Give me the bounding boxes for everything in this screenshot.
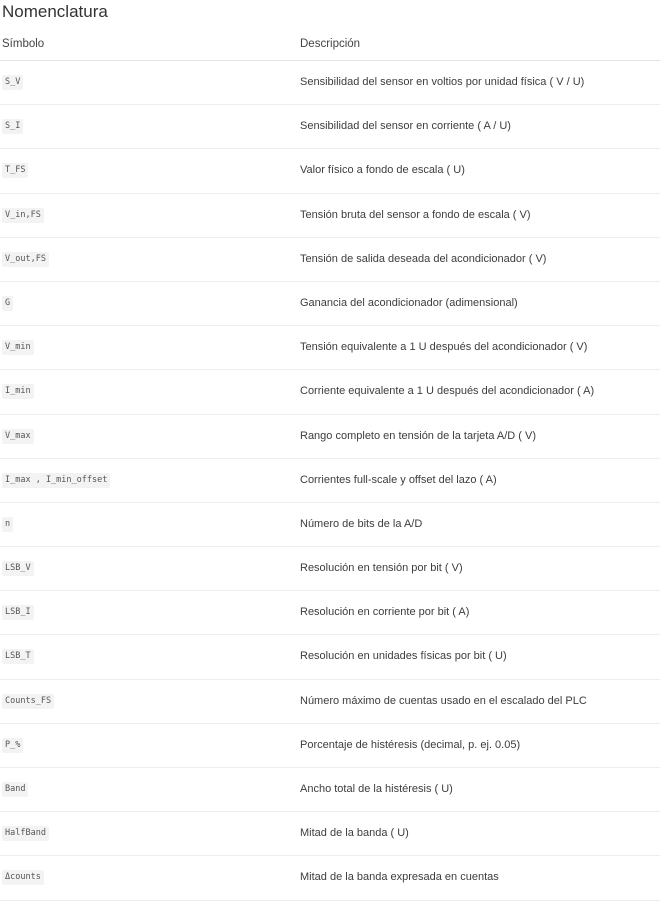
table-row bbox=[0, 812, 660, 856]
table-row bbox=[0, 326, 660, 370]
symbol-code: Counts_FS bbox=[2, 694, 54, 709]
symbol-code: I_max , I_min_offset bbox=[2, 473, 110, 488]
description-text: Sensibilidad del sensor en corriente ( A / U) bbox=[300, 120, 511, 133]
symbol-code: V_max bbox=[2, 429, 34, 444]
description-text: Rango completo en tensión de la tarjeta A/D ( V) bbox=[300, 429, 537, 442]
table-row bbox=[0, 459, 660, 503]
description-text: Ganancia del acondicionador (adimensional) bbox=[300, 296, 518, 309]
symbol-code: LSB_I bbox=[2, 605, 34, 620]
table-row bbox=[0, 149, 660, 193]
table-row bbox=[0, 503, 660, 547]
table-row bbox=[0, 61, 660, 105]
symbol-code: V_out,FS bbox=[2, 252, 49, 267]
description-text: Resolución en corriente por bit ( A) bbox=[300, 606, 470, 619]
description-text: Corriente equivalente a 1 U después del acondicionador ( A) bbox=[300, 385, 595, 398]
description-text: Tensión de salida deseada del acondicionador ( V) bbox=[300, 252, 547, 265]
table-row bbox=[0, 282, 660, 326]
table-row bbox=[0, 680, 660, 724]
symbol-code: LSB_T bbox=[2, 649, 34, 664]
symbol-code: I_min bbox=[2, 384, 34, 399]
table-row bbox=[0, 768, 660, 812]
description-column-header: Descripción bbox=[300, 38, 361, 50]
table-row bbox=[0, 194, 660, 238]
symbol-code: S_V bbox=[2, 75, 23, 90]
description-text: Tensión bruta del sensor a fondo de escala ( V) bbox=[300, 208, 531, 221]
symbol-code: G bbox=[2, 296, 13, 311]
symbol-code: T_FS bbox=[2, 163, 28, 178]
description-text: Mitad de la banda expresada en cuentas bbox=[300, 871, 499, 884]
page-title: Nomenclatura bbox=[2, 2, 108, 21]
symbol-code: HalfBand bbox=[2, 826, 49, 841]
symbol-code: V_min bbox=[2, 340, 34, 355]
table-row bbox=[0, 591, 660, 635]
description-text: Corrientes full-scale y offset del lazo ( A) bbox=[300, 473, 497, 486]
description-text: Tensión equivalente a 1 U después del acondicionador ( V) bbox=[300, 341, 588, 354]
table-row bbox=[0, 415, 660, 459]
description-text: Valor físico a fondo de escala ( U) bbox=[300, 164, 465, 177]
description-text: Resolución en tensión por bit ( V) bbox=[300, 562, 463, 575]
description-text: Número de bits de la A/D bbox=[300, 517, 423, 530]
table-row bbox=[0, 856, 660, 900]
symbol-code: Δcounts bbox=[2, 870, 44, 885]
symbol-code: n bbox=[2, 517, 13, 532]
table-row bbox=[0, 635, 660, 679]
description-text: Porcentaje de histéresis (decimal, p. ej. 0.05) bbox=[300, 738, 521, 751]
symbol-code: V_in,FS bbox=[2, 208, 44, 223]
symbol-code: LSB_V bbox=[2, 561, 34, 576]
nomenclature-table bbox=[0, 61, 660, 901]
description-text: Mitad de la banda ( U) bbox=[300, 827, 409, 840]
symbol-code: Band bbox=[2, 782, 28, 797]
description-text: Ancho total de la histéresis ( U) bbox=[300, 783, 453, 795]
description-text: Número máximo de cuentas usado en el escalado del PLC bbox=[300, 694, 587, 707]
table-row bbox=[0, 547, 660, 591]
symbol-column-header: Símbolo bbox=[2, 38, 45, 50]
description-text: Resolución en unidades físicas por bit ( U) bbox=[300, 650, 507, 663]
table-row bbox=[0, 238, 660, 282]
description-text: Sensibilidad del sensor en voltios por unidad física ( V / U) bbox=[300, 76, 585, 88]
symbol-code: S_I bbox=[2, 119, 23, 134]
table-row bbox=[0, 724, 660, 768]
table-header bbox=[0, 35, 660, 61]
table-row bbox=[0, 370, 660, 414]
table-row bbox=[0, 105, 660, 149]
symbol-code: P_% bbox=[2, 738, 23, 753]
